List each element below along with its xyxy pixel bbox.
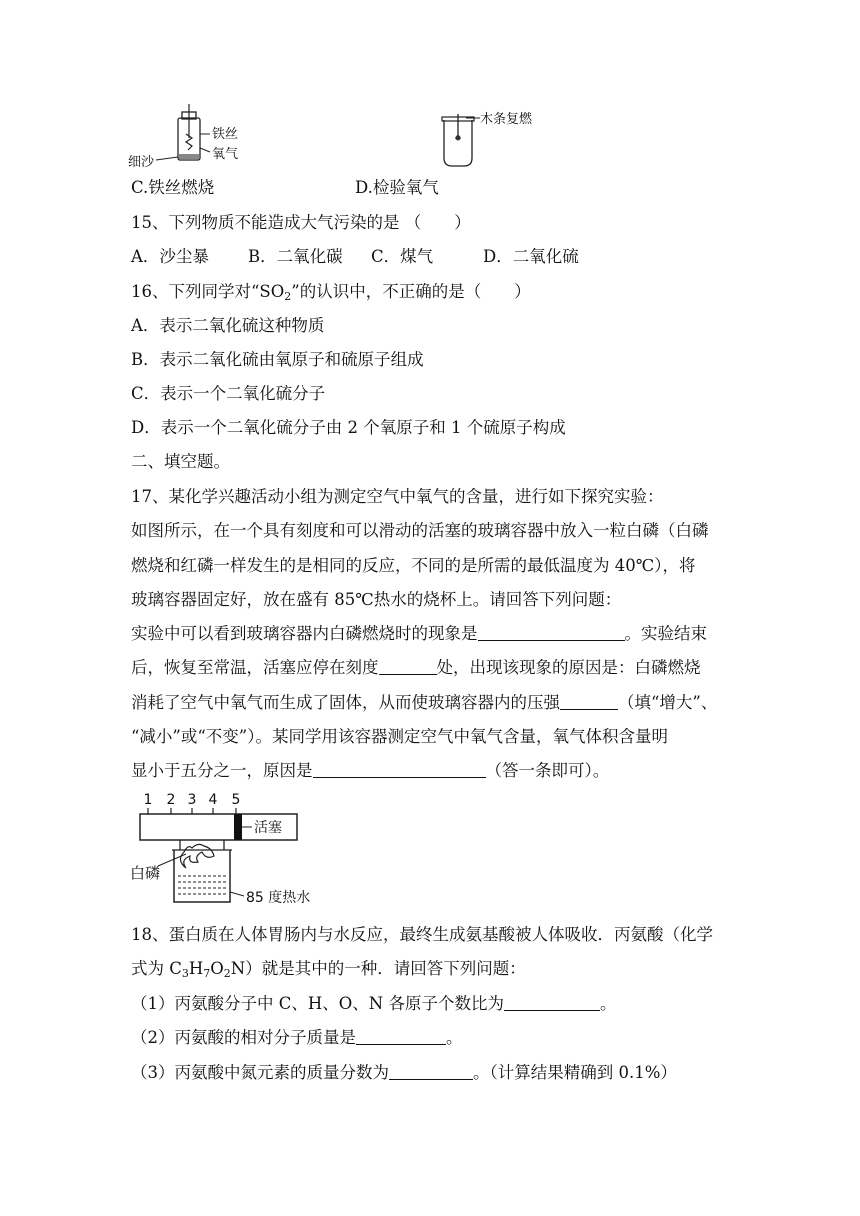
q18-line-2-pre: 式为 C [131, 959, 182, 978]
iron-wire-burning-figure [128, 104, 268, 170]
tick-label-2: 2 [166, 792, 176, 808]
q17-line-4: 玻璃容器固定好，放在盛有 85℃热水的烧杯上。请回答下列问题： [131, 590, 622, 609]
q15-option-a: A．沙尘暴 [131, 247, 209, 266]
tick-label-3: 3 [187, 792, 197, 808]
q18-sub-2b: 。 [446, 1028, 463, 1047]
q15-option-d: D．二氧化硫 [483, 247, 579, 266]
label-tiesi: 铁丝 [212, 127, 239, 142]
formula-sub-3: 3 [181, 967, 189, 980]
q17-line-2: 如图所示，在一个具有刻度和可以滑动的活塞的玻璃容器中放入一粒白磷（白磷 [131, 521, 709, 540]
section-heading: 二、填空题。 [131, 452, 230, 471]
q17-line-5a: 实验中可以看到玻璃容器内白磷燃烧时的现象是 [131, 624, 478, 643]
answer-blank-molar-mass[interactable] [356, 1028, 446, 1045]
q18-sub-2 [131, 1028, 463, 1048]
q17-line-3: 燃烧和红磷一样发生的是相同的反应，不同的是所需的最低温度为 40℃），将 [131, 556, 696, 575]
q18-sub-3b: 。（计算结果精确到 0.1%） [473, 1063, 677, 1082]
answer-blank-ratio[interactable] [504, 994, 600, 1011]
q15-stem: 15、下列物质不能造成大气污染的是 （ ） [131, 213, 471, 232]
answer-blank-scale[interactable] [379, 658, 437, 675]
label-mutiao: 木条复燃 [480, 112, 533, 127]
q18-sub-1b: 。 [599, 994, 617, 1013]
q18-sub-3 [131, 1063, 677, 1083]
q15-options [131, 247, 579, 267]
q18-sub-3a: （3）丙氨酸中氮元素的质量分数为 [131, 1063, 389, 1082]
label-phosphorus: 白磷 [130, 864, 161, 882]
q18-sub-1 [131, 994, 616, 1014]
q16-option-a: A．表示二氧化硫这种物质 [131, 316, 325, 335]
q16-stem [131, 282, 531, 307]
caption-d: D.检验氧气 [355, 178, 439, 197]
label-xisha: 细沙 [128, 155, 155, 170]
q16-option-d: D．表示一个二氧化硫分子由 2 个氧原子和 1 个硫原子构成 [131, 418, 566, 437]
q17-line-9 [131, 761, 609, 781]
q17-line-7b: （填“增大”、 [618, 693, 718, 712]
q17-line-9b: （答一条即可）。 [485, 761, 610, 780]
answer-blank-reason[interactable] [313, 761, 486, 778]
q17-line-7a: 消耗了空气中氧气而生成了固体，从而使玻璃容器内的压强 [131, 693, 560, 712]
phosphorus-apparatus-figure [128, 790, 328, 908]
oxygen-test-figure [440, 108, 550, 168]
q17-line-7 [131, 693, 717, 713]
q16-option-c: C．表示一个二氧化硫分子 [131, 384, 326, 403]
q18-line-1: 18、蛋白质在人体胃肠内与水反应，最终生成氨基酸被人体吸收．丙氨酸（化学 [131, 925, 713, 944]
q16-stem-pre: 16、下列同学对“SO [131, 282, 285, 301]
q16-stem-post: ”的认识中，不正确的是（ ） [291, 282, 531, 301]
answer-blank-pressure[interactable] [560, 693, 618, 710]
q17-line-1: 17、某化学兴趣活动小组为测定空气中氧气的含量，进行如下探究实验： [131, 487, 664, 506]
q17-line-6 [131, 658, 701, 678]
label-yangqi: 氧气 [212, 147, 239, 162]
caption-row-14 [131, 178, 439, 198]
tick-label-4: 4 [208, 792, 218, 808]
tick-label-1: 1 [143, 792, 153, 808]
caption-c: C.铁丝燃烧 [131, 178, 215, 197]
q17-line-9a: 显小于五分之一，原因是 [131, 761, 313, 780]
q17-line-5b: 。实验结束 [624, 624, 707, 643]
answer-blank-phenomenon[interactable] [478, 624, 625, 641]
q15-option-c: C．煤气 [371, 247, 434, 266]
q18-sub-1a: （1）丙氨酸分子中 C、H、O、N 各原子个数比为 [131, 994, 504, 1013]
q18-line-2-post: N）就是其中的一种．请回答下列问题： [230, 959, 526, 978]
q17-line-6a: 后，恢复至常温，活塞应停在刻度 [131, 658, 379, 677]
formula-sub-7: 7 [203, 967, 211, 980]
answer-blank-mass-fraction[interactable] [389, 1063, 473, 1080]
q18-sub-2a: （2）丙氨酸的相对分子质量是 [131, 1028, 356, 1047]
q17-line-5 [131, 624, 707, 644]
q16-stem-sub: 2 [284, 290, 292, 303]
q17-line-8: “减小”或“不变”）。某同学用该容器测定空气中氧气含量，氧气体积含量明 [131, 727, 668, 746]
formula-h: H [188, 959, 204, 978]
formula-o: O [210, 959, 224, 978]
q16-option-b: B．表示二氧化硫由氧原子和硫原子组成 [131, 350, 424, 369]
q15-option-b: B．二氧化碳 [248, 247, 343, 266]
formula-sub-2: 2 [223, 967, 231, 980]
q18-line-2 [131, 959, 526, 984]
q17-line-6b: 处，出现该现象的原因是：白磷燃烧 [436, 658, 701, 677]
tick-label-5: 5 [231, 792, 241, 808]
label-piston: 活塞 [254, 820, 282, 836]
label-hot-water: 85 度热水 [246, 890, 311, 906]
